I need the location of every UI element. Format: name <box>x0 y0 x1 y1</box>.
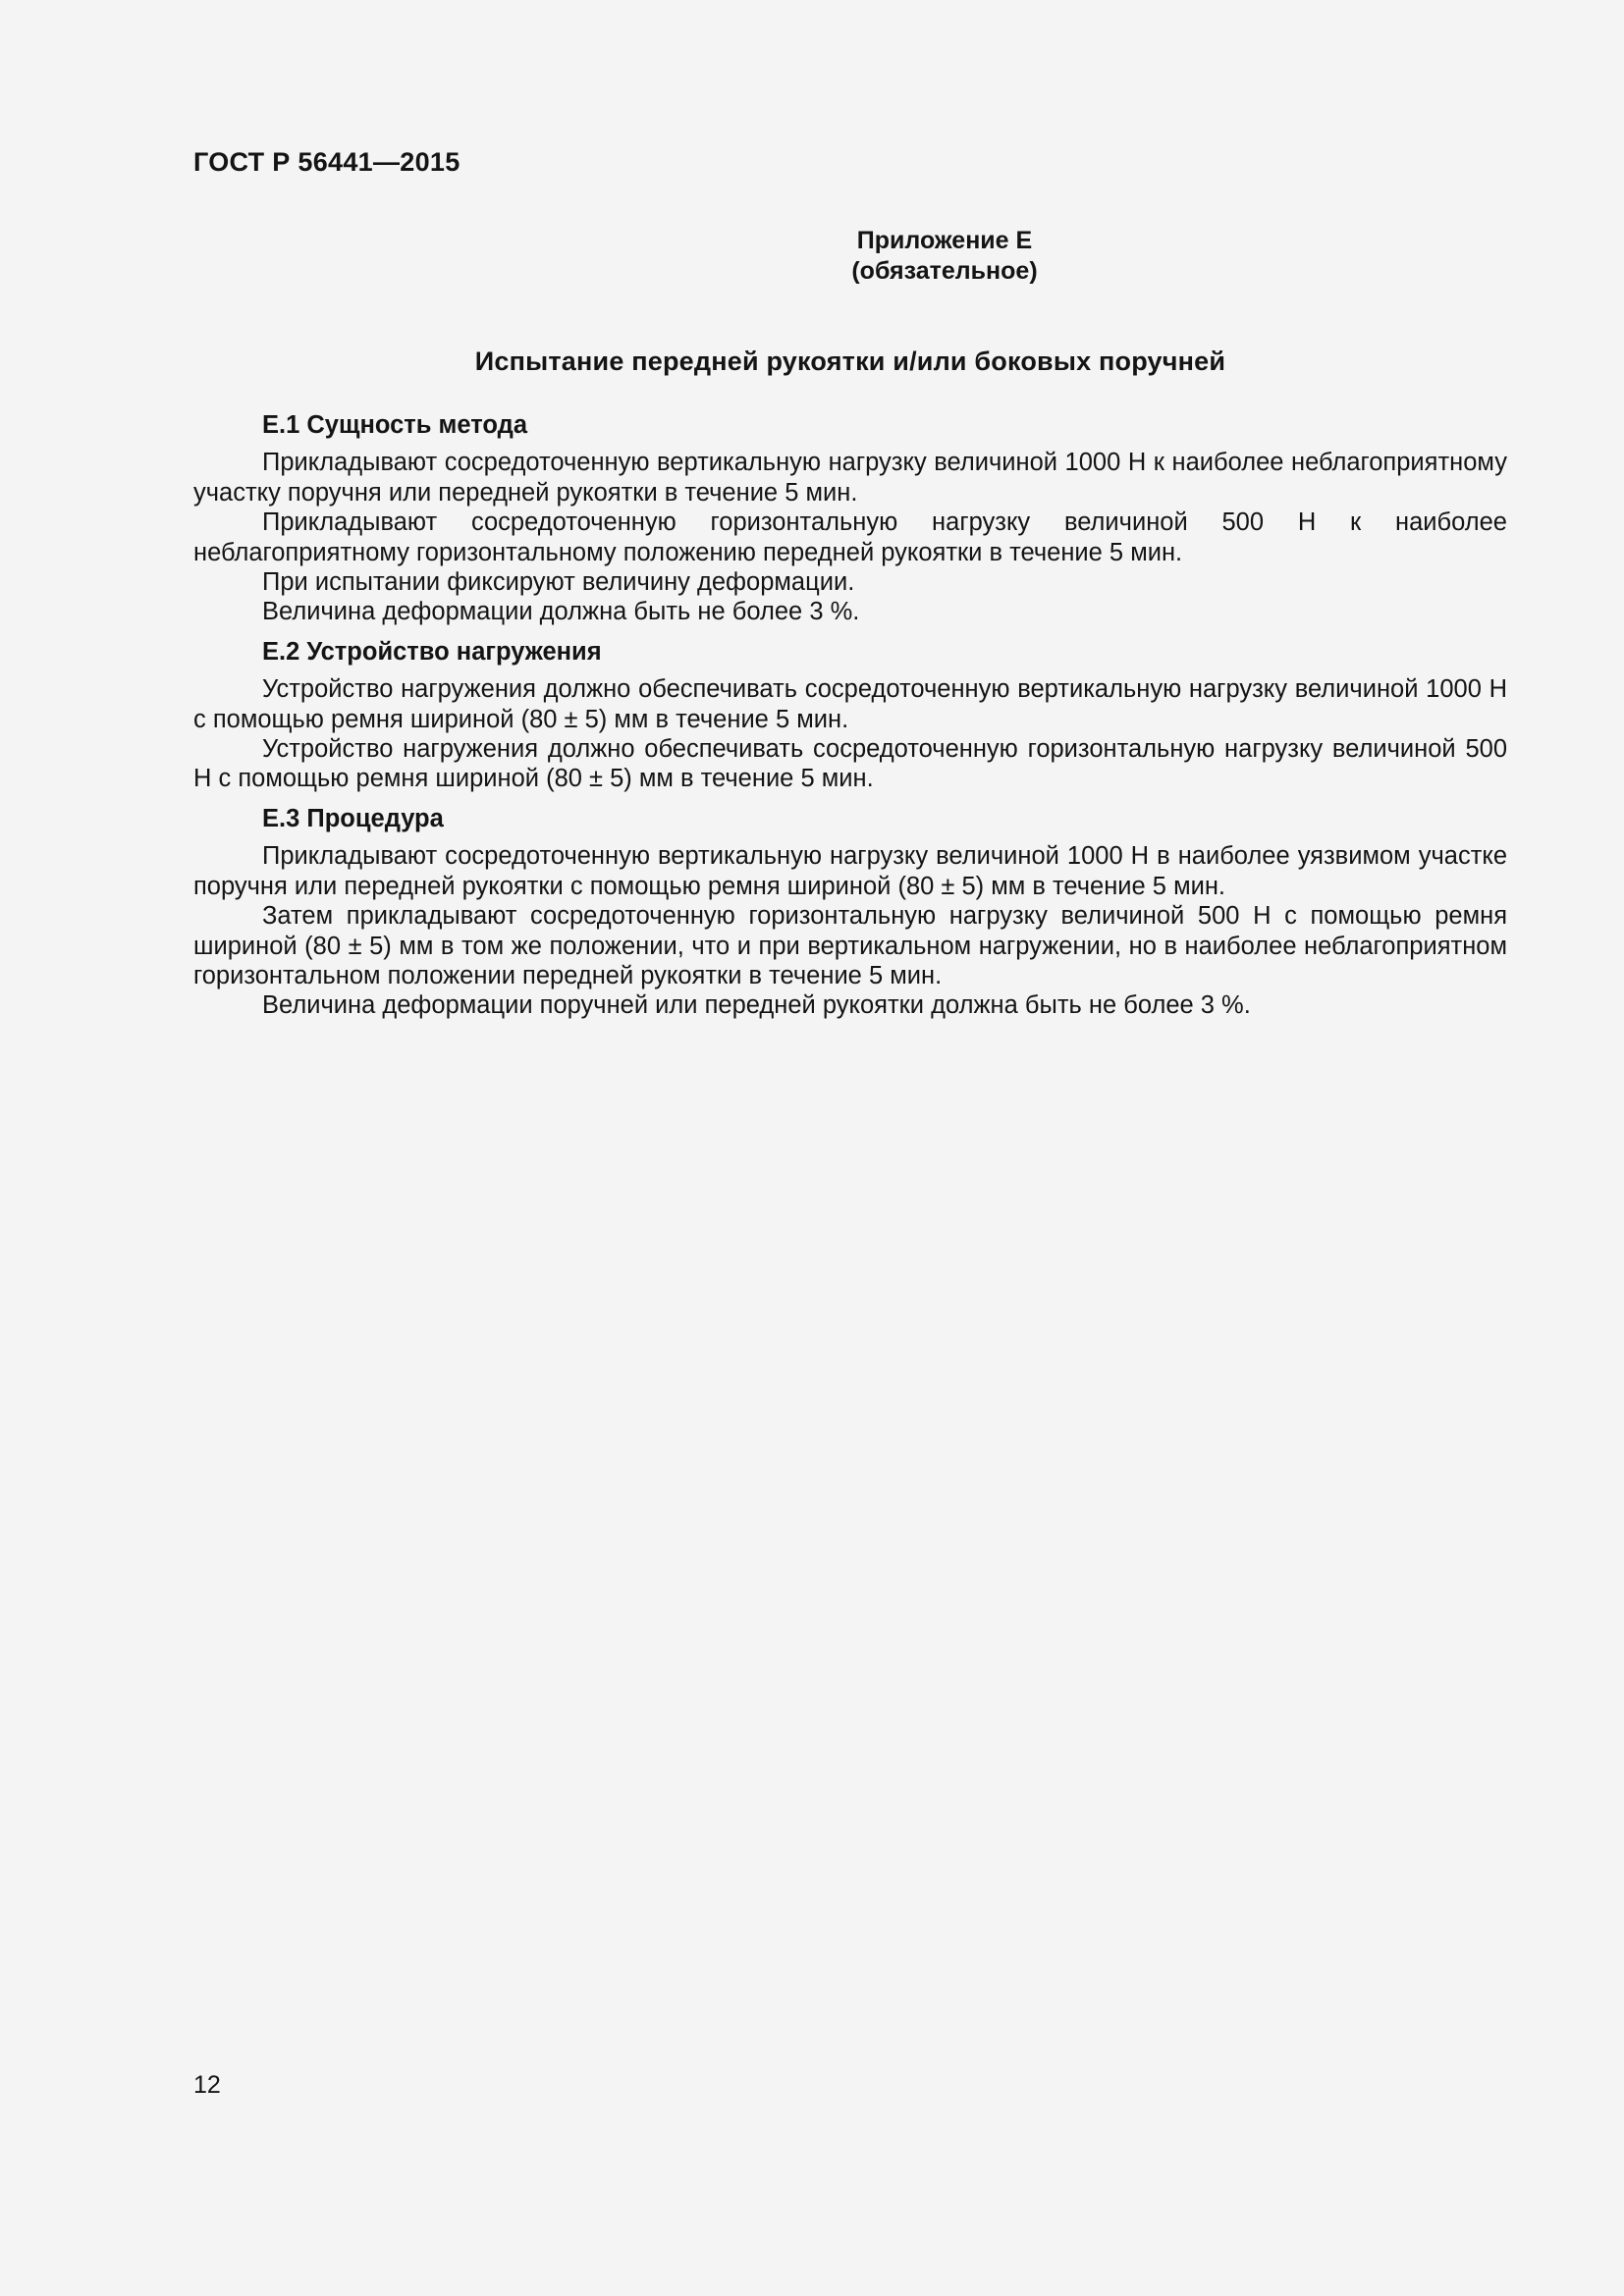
appendix-heading <box>193 226 1507 287</box>
section-e2 <box>193 637 1507 794</box>
appendix-label: Приложение Е <box>856 227 1033 254</box>
section-title: Е.1 Сущность метода <box>262 411 528 439</box>
section-title: Е.2 Устройство нагружения <box>262 637 602 666</box>
paragraph: Устройство нагружения должно обеспечивать сосредоточенную вертикальную нагрузку величиной 1000 Н с помощью ремня шириной (80 ± 5) мм в течение 5 мин. <box>193 675 1507 733</box>
document-body <box>193 410 1507 1031</box>
page-number: 12 <box>193 2071 221 2099</box>
paragraph: Затем прикладывают сосредоточенную горизонтальную нагрузку величиной 500 Н с помощью ремня шириной (80 ± 5) мм в том же положении, что и при вертикальном нагружении, но в наиболее неблагоприятном горизонтальном положении передней рукоятки в течение 5 мин. <box>193 902 1507 989</box>
paragraph: Величина деформации должна быть не более 3 %. <box>262 598 860 626</box>
page-title: Испытание передней рукоятки и/или боковых поручней <box>474 347 1226 376</box>
appendix-status: (обязательное) <box>851 257 1038 285</box>
section-e1 <box>193 410 1507 627</box>
paragraph: При испытании фиксируют величину деформации. <box>262 568 855 597</box>
paragraph: Прикладывают сосредоточенную вертикальную нагрузку величиной 1000 Н к наиболее неблагоприятному участку поручня или передней рукоятки в течение 5 мин. <box>193 449 1507 507</box>
paragraph: Прикладывают сосредоточенную горизонтальную нагрузку величиной 500 Н к наиболее неблагоприятному горизонтальному положению передней рукоятки в течение 5 мин. <box>193 508 1507 566</box>
paragraph: Величина деформации поручней или передней рукоятки должна быть не более 3 %. <box>262 991 1251 1020</box>
paragraph: Устройство нагружения должно обеспечивать сосредоточенную горизонтальную нагрузку величиной 500 Н с помощью ремня шириной (80 ± 5) мм в течение 5 мин. <box>193 735 1507 793</box>
section-e3 <box>193 804 1507 1021</box>
section-title: Е.3 Процедура <box>262 804 444 832</box>
paragraph: Прикладывают сосредоточенную вертикальную нагрузку величиной 1000 Н в наиболее уязвимом участке поручня или передней рукоятки с помощью ремня шириной (80 ± 5) мм в течение 5 мин. <box>193 842 1507 900</box>
document-code: ГОСТ Р 56441—2015 <box>193 147 460 177</box>
